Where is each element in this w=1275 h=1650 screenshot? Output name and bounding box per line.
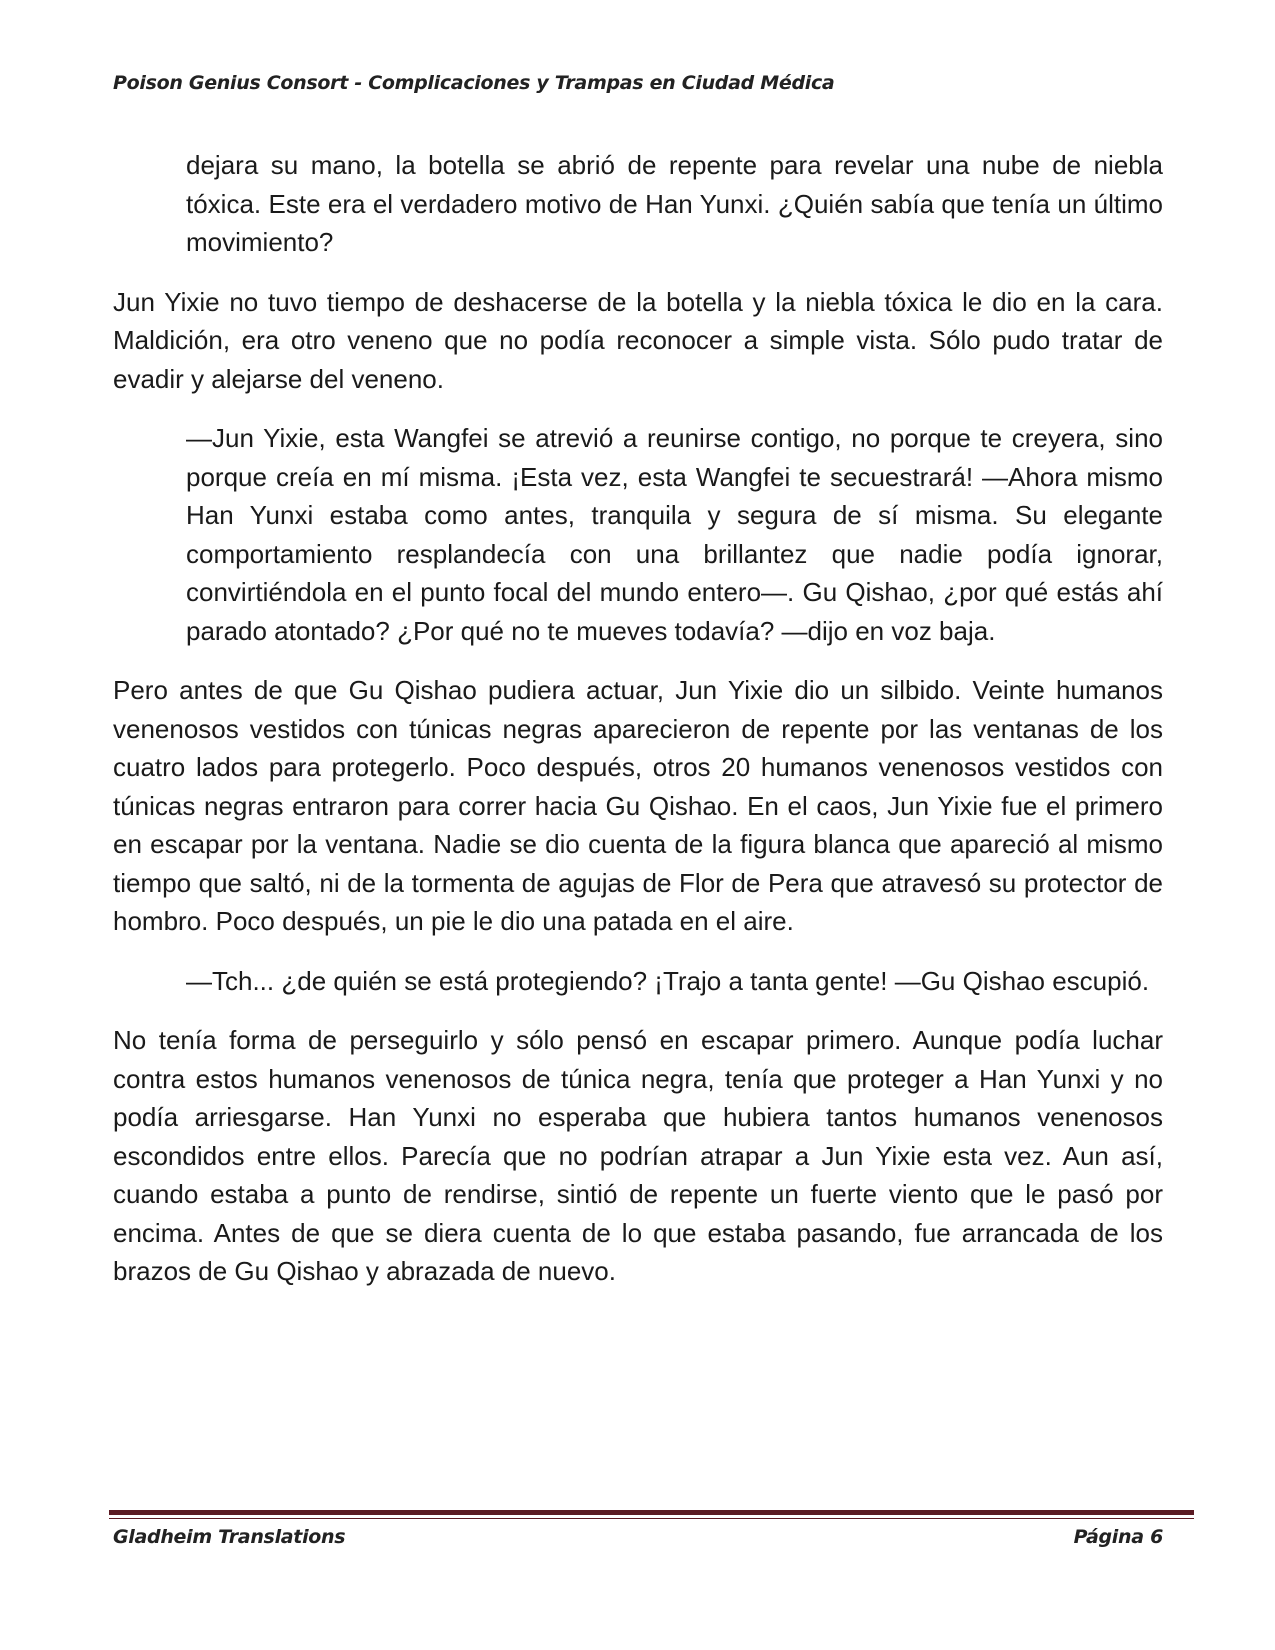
running-header: Poison Genius Consort - Complicaciones y Trampas en Ciudad Médica	[113, 72, 835, 94]
paragraph-4: Pero antes de que Gu Qishao pudiera actuar, Jun Yixie dio un silbido. Veinte humanos venenosos vestidos con túnicas negras aparecieron de repente por las ventanas de los cuatro lados para protegerlo. Poco después, otros 20 humanos venenosos vestidos con túnicas negras entraron para correr hacia Gu Qishao. En el caos, Jun Yixie fue el primero en escapar por la ventana. Nadie se dio cuenta de la figura blanca que apareció al mismo tiempo que saltó, ni de la tormenta de agujas de Flor de Pera que atravesó su protector de hombro. Poco después, un pie le dio una patada en el aire.	[113, 675, 1163, 936]
footer-rule	[109, 1510, 1194, 1515]
paragraph-6: No tenía forma de perseguirlo y sólo pensó en escapar primero. Aunque podía luchar contra estos humanos venenosos de túnica negra, tenía que proteger a Han Yunxi y no podía arriesgarse. Han Yunxi no esperaba que hubiera tantos humanos venenosos escondidos entre ellos. Parecía que no podrían atrapar a Jun Yixie esta vez. Aun así, cuando estaba a punto de rendirse, sintió de repente un fuerte viento que le pasó por encima. Antes de que se diera cuenta de lo que estaba pasando, fue arrancada de los brazos de Gu Qishao y abrazada de nuevo.	[113, 1025, 1163, 1286]
paragraph-5: —Tch... ¿de quién se está protegiendo? ¡Trajo a tanta gente! —Gu Qishao escupió.	[186, 965, 1150, 996]
paragraph-1: dejara su mano, la botella se abrió de repente para revelar una nube de niebla tóxica. Este era el verdadero motivo de Han Yunxi. ¿Quién sabía que tenía un último movimiento?	[186, 150, 1163, 257]
page-number: Página 6	[1073, 1526, 1163, 1548]
footer-rule-thin	[109, 1518, 1194, 1519]
paragraph-2: Jun Yixie no tuvo tiempo de deshacerse de la botella y la niebla tóxica le dio en la cara. Maldición, era otro veneno que no podía reconocer a simple vista. Sólo pudo tratar de evadir y alejarse del veneno.	[113, 286, 1163, 394]
footer-publisher: Gladheim Translations	[113, 1526, 346, 1548]
body-text	[113, 146, 1163, 1312]
paragraph-3: —Jun Yixie, esta Wangfei se atrevió a reunirse contigo, no porque te creyera, sino porque creía en mí misma. ¡Esta vez, esta Wangfei te secuestrará! —Ahora mismo Han Yunxi estaba como antes, tranquila y segura de sí misma. Su elegante comportamiento resplandecía con una brillantez que nadie podía ignorar, convirtiéndola en el punto focal del mundo entero—. Gu Qishao, ¿por qué estás ahí parado atontado? ¿Por qué no te mueves todavía? —dijo en voz baja.	[186, 423, 1163, 646]
